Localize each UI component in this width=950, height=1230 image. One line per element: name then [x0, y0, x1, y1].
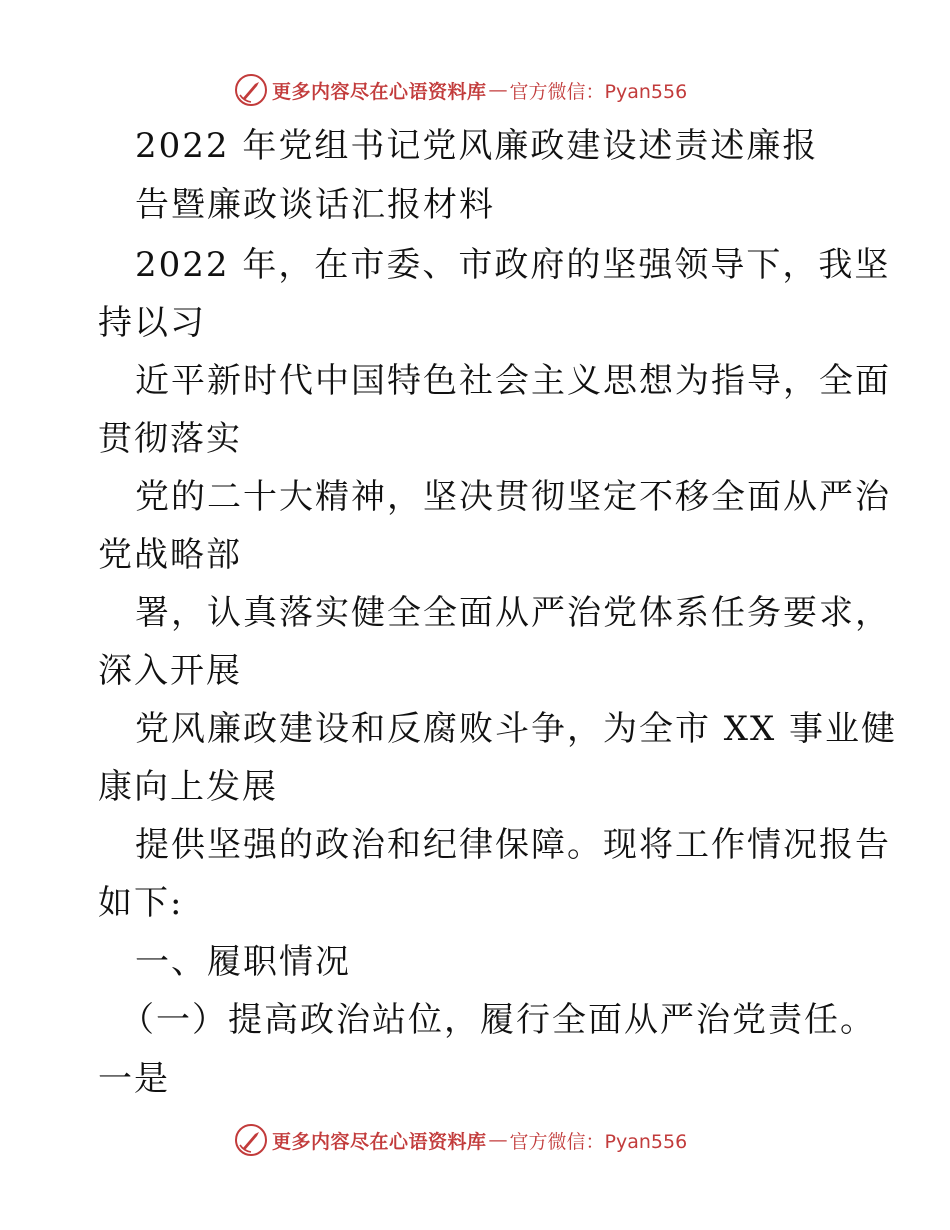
document-title-line-1: 2022 年党组书记党风廉政建设述责述廉报 [135, 126, 819, 166]
paragraph-line: 一是 [98, 1059, 170, 1099]
paragraph-line: 如下: [98, 883, 184, 923]
footer-watermark [234, 1122, 687, 1158]
paragraph-line: 深入开展 [98, 651, 242, 691]
section-heading: 一、履职情况 [135, 942, 351, 982]
watermark-contact: 官方微信：Pyan556 [509, 80, 688, 103]
watermark-separator: — [488, 79, 508, 101]
document-title-line-2: 告暨廉政谈话汇报材料 [135, 185, 495, 225]
paragraph-line: 党战略部 [98, 535, 242, 575]
paragraph-line: 署，认真落实健全全面从严治党体系任务要求， [135, 593, 891, 633]
watermark-contact: 官方微信：Pyan556 [509, 1130, 688, 1153]
quill-pen-logo-icon [234, 73, 268, 107]
paragraph-line: 康向上发展 [98, 767, 278, 807]
paragraph-line: 党风廉政建设和反腐败斗争，为全市 XX 事业健 [135, 709, 898, 749]
header-watermark [234, 72, 687, 108]
subsection-heading: （一）提高政治站位，履行全面从严治党责任。 [120, 1000, 876, 1040]
paragraph-line: 提供坚强的政治和纪律保障。现将工作情况报告 [135, 825, 891, 865]
paragraph-line: 2022 年，在市委、市政府的坚强领导下，我坚 [135, 245, 891, 285]
paragraph-line: 持以习 [98, 303, 206, 343]
paragraph-line: 党的二十大精神，坚决贯彻坚定不移全面从严治 [135, 477, 891, 517]
paragraph-line: 贯彻落实 [98, 419, 242, 459]
watermark-separator: — [488, 1129, 508, 1151]
watermark-title: 更多内容尽在心语资料库 [272, 80, 487, 103]
watermark-title: 更多内容尽在心语资料库 [272, 1130, 487, 1153]
quill-pen-logo-icon [234, 1123, 268, 1157]
paragraph-line: 近平新时代中国特色社会主义思想为指导，全面 [135, 361, 891, 401]
